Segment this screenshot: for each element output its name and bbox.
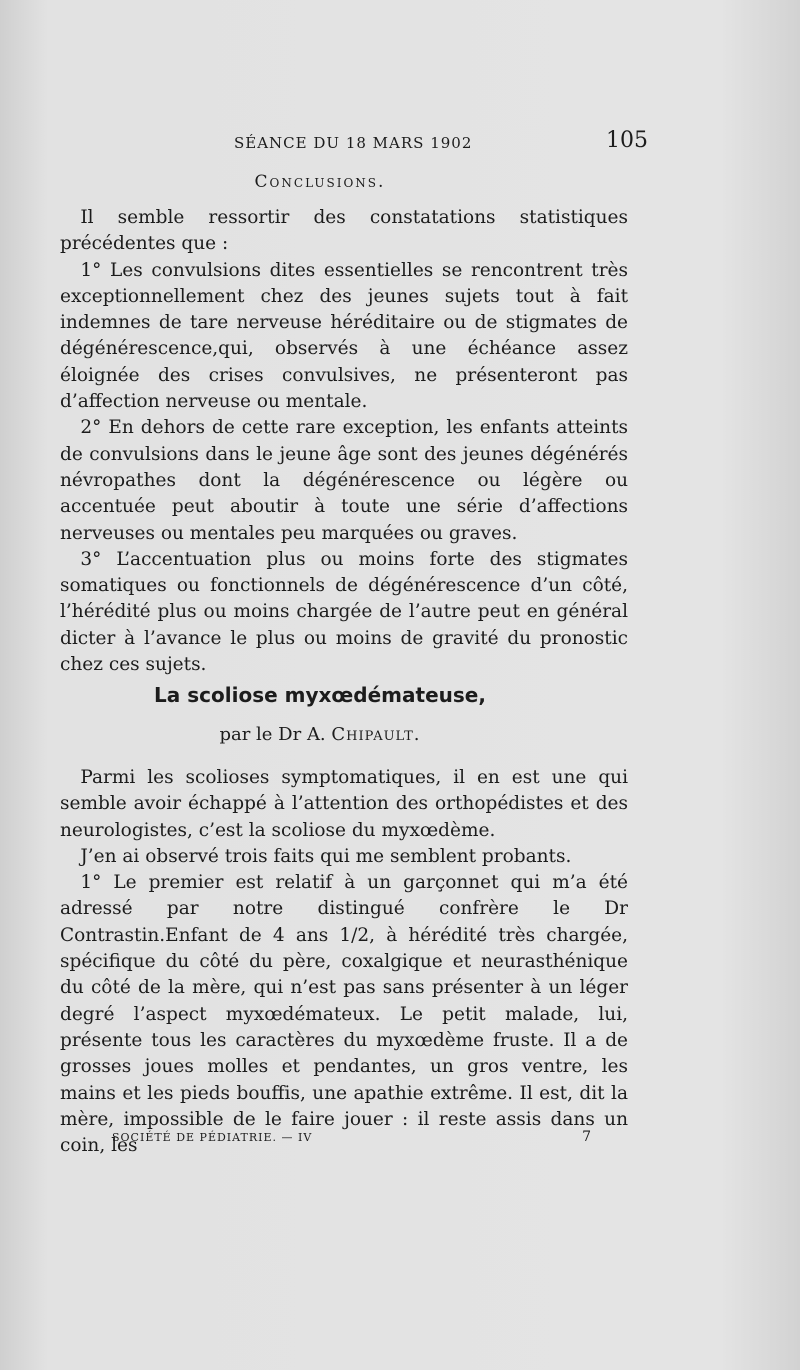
paragraph: 1° Le premier est relatif à un garçonnet qui m’a été adressé par notre distingué confrère le Dr Contrastin.Enfant de 4 ans 1/2, à hérédité très chargée, spécifique du côté du père, coxalgique et neurasthénique du côté de la mère, qui n’est pas sans présenter à un léger degré l’aspect myxœdémateux. Le petit malade, lui, présente tous les caractères du myxœdème fruste. Il a de grosses joues molles et pendantes, un gros ventre, les mains et les pieds bouffis, une apathie extrême. Il est, dit la mère, impossible de le faire jouer : il reste assis dans un coin, les [60, 872, 628, 1157]
section-heading: Conclusions. [254, 172, 386, 192]
paragraph: 1° Les convulsions dites essentielles se rencontrent très exceptionnellement chez des jeunes sujets tout à fait indemnes de tare nerveuse héréditaire ou de stigmates de dégénérescence,qui, observés à une échéance assez éloignée des crises convulsives, ne présenteront pas d’affection nerveuse ou mentale. [60, 259, 628, 413]
paragraph: 2° En dehors de cette rare exception, les enfants atteints de convulsions dans le jeune âge sont des jeunes dégénérés névropathes dont la dégénérescence ou légère ou accentuée peut aboutir à toute une série d’affections nerveuses ou mentales peu marquées ou graves. [60, 417, 628, 544]
page-footer [112, 1131, 592, 1144]
paragraph: 3° L’accentuation plus ou moins forte des stigmates somatiques ou fonctionnels de dégénérescence d’un côté, l’hérédité plus ou moins chargée de l’autre peut en général dicter à l’avance le plus ou moins de gravité du pronostic chez ces sujets. [60, 548, 628, 676]
article-title: La scoliose myxœdémateuse, [154, 683, 486, 707]
journal-signature: SOCIÉTÉ DE PÉDIATRIE. — IV [112, 1131, 313, 1144]
byline-author: Chipault. [331, 724, 421, 745]
paragraph: Parmi les scolioses symptomatiques, il en est une qui semble avoir échappé à l’attention des orthopédistes et des neurologistes, c’est la scoliose du myxœdème. [60, 767, 628, 841]
byline [0, 724, 640, 745]
byline-prefix: par le Dr A. [219, 724, 326, 745]
gathering-number: 7 [582, 1129, 592, 1145]
paragraph: J’en ai observé trois faits qui me semblent probants. [80, 845, 572, 867]
page-number: 105 [606, 128, 648, 153]
paragraph: Il semble ressortir des constatations statistiques précédentes que : [60, 207, 628, 255]
conclusions-text [60, 205, 628, 678]
running-title: SÉANCE DU 18 MARS 1902 [234, 134, 473, 152]
article-text [60, 765, 628, 1159]
